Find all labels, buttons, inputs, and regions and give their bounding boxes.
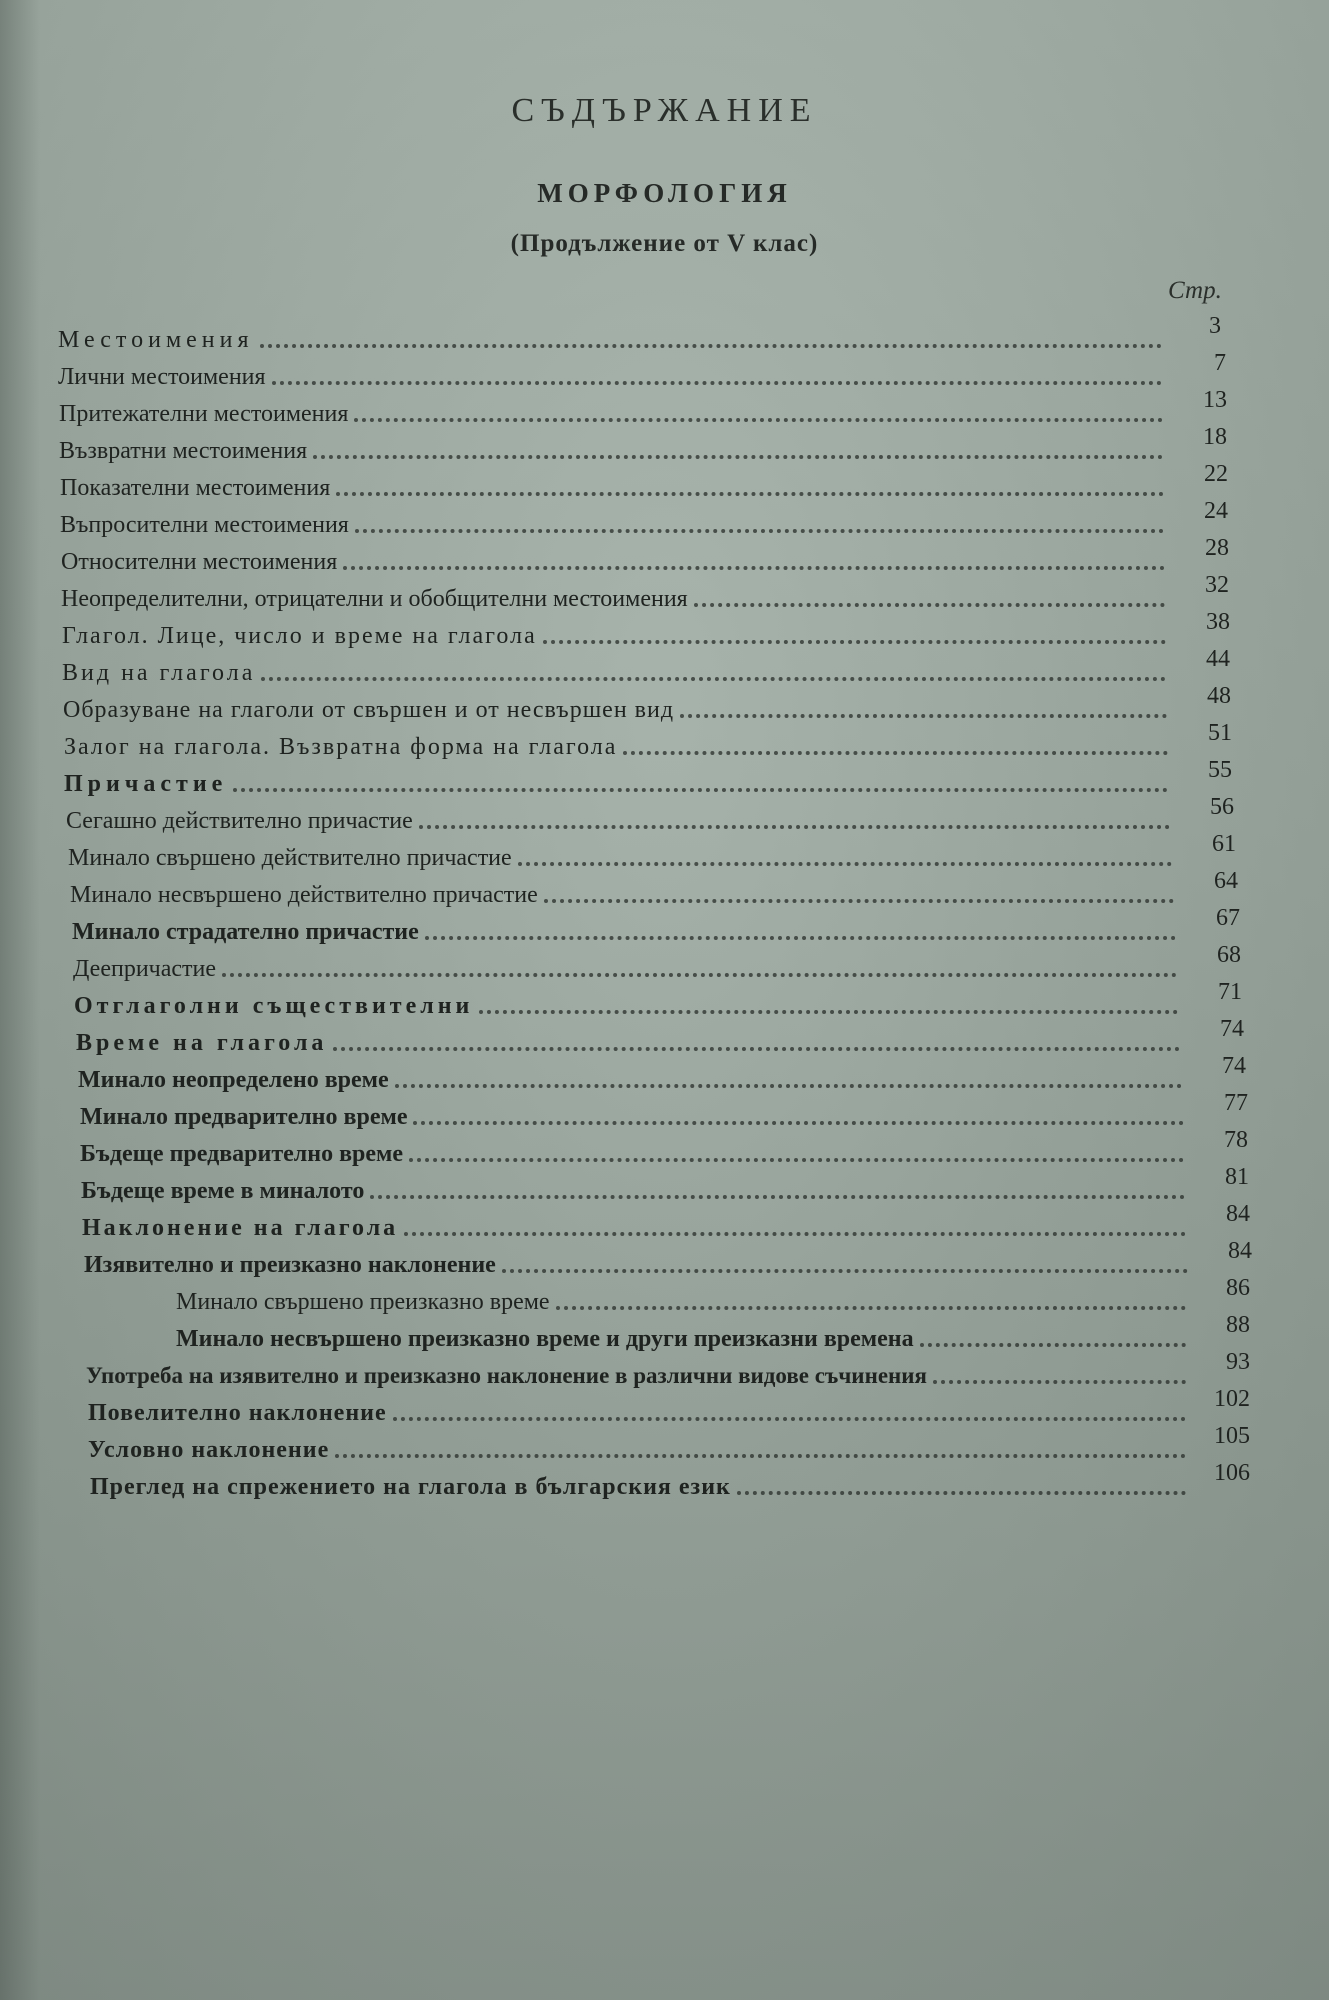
toc-entry-page: 48: [1207, 683, 1231, 709]
toc-entry-title: Минало несвършено действително причастие: [70, 882, 538, 908]
toc-dot-leader: [694, 603, 1165, 607]
continuation-note: (Продължение от V клас): [510, 230, 819, 257]
toc-entry-title: Въпросителни местоимения: [60, 512, 349, 538]
toc-entry: [72, 905, 1240, 947]
toc-entry: [82, 1201, 1250, 1243]
toc-dot-leader: [680, 714, 1167, 718]
toc-entry-title: Време на глагола: [76, 1030, 328, 1056]
toc-entry: [58, 313, 1226, 355]
toc-dot-leader: [393, 1417, 1186, 1421]
toc-entry-page: 74: [1222, 1053, 1246, 1079]
toc-dot-leader: [222, 973, 1177, 977]
toc-entry-page: 77: [1224, 1090, 1248, 1116]
toc-entry-title: Изявително и преизказно наклонение: [84, 1252, 496, 1278]
toc-dot-leader: [737, 1491, 1186, 1495]
toc-dot-leader: [336, 492, 1164, 496]
toc-entry-page: 67: [1216, 905, 1240, 931]
toc-entry-title: Минало страдателно причастие: [72, 919, 419, 945]
toc-entry-page: 22: [1204, 461, 1228, 487]
toc-entry: [62, 646, 1230, 688]
toc-entry-title: Бъдеще време в миналото: [81, 1178, 365, 1204]
toc-entry-page: 86: [1226, 1275, 1250, 1301]
toc-dot-leader: [556, 1306, 1186, 1310]
toc-entry-page: 106: [1214, 1460, 1250, 1486]
toc-entry: [74, 979, 1242, 1021]
toc-dot-leader: [544, 899, 1174, 903]
toc-entry: [59, 424, 1227, 466]
toc-entry: [76, 1016, 1244, 1058]
toc-dot-leader: [233, 788, 1168, 792]
toc-entry-title: Деепричастие: [73, 956, 217, 982]
toc-dot-leader: [260, 344, 1162, 348]
toc-entry-page: 28: [1205, 535, 1229, 561]
toc-entry-title: Минало неопределено време: [78, 1067, 389, 1093]
contents-title: СЪДЪРЖАНИЕ: [511, 92, 818, 129]
toc-entry-page: 78: [1224, 1127, 1248, 1153]
toc-entry: [58, 350, 1226, 392]
toc-entry-title: Минало свършено преизказно време: [176, 1289, 550, 1315]
toc-entry-title: Лични местоимения: [58, 364, 266, 390]
toc-dot-leader: [920, 1343, 1186, 1347]
toc-entry-page: 102: [1214, 1386, 1250, 1412]
toc-entry: [60, 498, 1228, 540]
toc-entry: [66, 794, 1234, 836]
toc-entry: [80, 1090, 1248, 1132]
toc-entry: [61, 535, 1229, 577]
toc-entry-page: 93: [1226, 1349, 1250, 1375]
toc-dot-leader: [543, 640, 1166, 644]
page-spine-shadow: [0, 0, 40, 2000]
toc-entry: [70, 868, 1238, 910]
toc-dot-leader: [404, 1232, 1186, 1236]
toc-dot-leader: [425, 936, 1176, 940]
toc-dot-leader: [623, 751, 1168, 755]
toc-dot-leader: [502, 1269, 1188, 1273]
toc-entry-title: Сегашно действително причастие: [66, 808, 413, 834]
toc-entry: [61, 572, 1229, 614]
toc-entry-page: 3: [1209, 313, 1226, 339]
toc-entry-title: Причастие: [64, 771, 228, 797]
toc-entry-title: Възвратни местоимения: [59, 438, 308, 464]
toc-dot-leader: [419, 825, 1170, 829]
toc-entry: [78, 1053, 1246, 1095]
toc-entry-page: 38: [1206, 609, 1230, 635]
toc-entry-title: Притежателни местоимения: [59, 401, 349, 427]
toc-dot-leader: [409, 1158, 1184, 1162]
toc-dot-leader: [272, 381, 1162, 385]
toc-entry-page: 7: [1214, 350, 1226, 376]
toc-entry-page: 61: [1212, 831, 1236, 857]
toc-dot-leader: [343, 566, 1165, 570]
toc-entry-page: 84: [1226, 1201, 1250, 1227]
toc-entry-title: Употреба на изявително и преизказно наклонение в различни видове съчинения: [86, 1363, 927, 1388]
toc-entry-title: Образуване на глаголи от свършен и от несвършен вид: [63, 697, 675, 723]
page-column-label: Стр.: [1168, 277, 1222, 304]
toc-entry-title: Бъдеще предварително време: [80, 1141, 404, 1167]
toc-entry: [84, 1238, 1252, 1280]
toc-entry-page: 18: [1203, 424, 1227, 450]
toc-dot-leader: [933, 1380, 1186, 1384]
toc-entry: [176, 1275, 1250, 1317]
toc-entry-page: 32: [1205, 572, 1229, 598]
toc-entry-page: 105: [1214, 1423, 1250, 1449]
toc-entry-title: Отглаголни съществителни: [74, 993, 474, 1019]
toc-entry-title: Минало свършено действително причастие: [68, 845, 512, 871]
toc-entry-title: Глагол. Лице, число и време на глагола: [62, 623, 537, 649]
toc-dot-leader: [395, 1084, 1182, 1088]
toc-entry: [62, 609, 1230, 651]
toc-entry: [73, 942, 1241, 984]
toc-entry-title: Повелително наклонение: [88, 1400, 387, 1426]
toc-entry-page: 71: [1218, 979, 1242, 1005]
toc-entry: [68, 831, 1236, 873]
toc-entry: [63, 683, 1231, 725]
toc-entry: [90, 1460, 1250, 1502]
toc-entry-title: Условно наклонение: [88, 1437, 330, 1463]
toc-entry-title: Местоимения: [58, 327, 254, 353]
toc-entry-page: 74: [1220, 1016, 1244, 1042]
toc-entry: [60, 461, 1228, 503]
toc-entry-page: 44: [1206, 646, 1230, 672]
toc-entry-title: Относителни местоимения: [61, 549, 338, 575]
toc-dot-leader: [518, 862, 1172, 866]
toc-entry-page: 64: [1214, 868, 1238, 894]
toc-entry-page: 81: [1225, 1164, 1249, 1190]
toc-entry-title: Минало несвършено преизказно време и други преизказни времена: [176, 1326, 914, 1352]
toc-entry-title: Минало предварително време: [80, 1104, 408, 1130]
toc-entry-title: Наклонение на глагола: [82, 1215, 399, 1241]
toc-entry-page: 56: [1210, 794, 1234, 820]
toc-entry-title: Вид на глагола: [62, 660, 256, 686]
toc-entry-title: Неопределителни, отрицателни и обобщителни местоимения: [61, 586, 688, 612]
toc-dot-leader: [354, 418, 1163, 422]
toc-entry: [88, 1423, 1250, 1465]
section-heading: МОРФОЛОГИЯ: [537, 178, 792, 208]
toc-dot-leader: [261, 677, 1166, 681]
toc-entry-title: Залог на глагола. Възвратна форма на глагола: [64, 734, 618, 760]
toc-entry-page: 24: [1204, 498, 1228, 524]
toc-entry-page: 13: [1203, 387, 1227, 413]
toc-entry: [86, 1349, 1250, 1391]
toc-entry-title: Показателни местоимения: [60, 475, 331, 501]
toc-entry: [64, 757, 1232, 799]
toc-entry-page: 55: [1208, 757, 1232, 783]
toc-entry: [64, 720, 1232, 762]
toc-entry-page: 84: [1228, 1238, 1252, 1264]
toc-entry: [80, 1127, 1248, 1169]
toc-dot-leader: [313, 455, 1163, 459]
toc-entry-title: Преглед на спрежението на глагола в българския език: [90, 1474, 731, 1500]
toc-entry-page: 88: [1226, 1312, 1250, 1338]
toc-dot-leader: [335, 1454, 1186, 1458]
toc-dot-leader: [370, 1195, 1185, 1199]
toc-entry: [88, 1386, 1250, 1428]
toc-dot-leader: [479, 1010, 1178, 1014]
toc-entry: [59, 387, 1227, 429]
toc-entry-page: 68: [1217, 942, 1241, 968]
toc-dot-leader: [355, 529, 1164, 533]
toc-dot-leader: [413, 1121, 1184, 1125]
toc-entry-page: 51: [1208, 720, 1232, 746]
toc-dot-leader: [333, 1047, 1180, 1051]
toc-entry: [176, 1312, 1250, 1354]
toc-entry: [81, 1164, 1249, 1206]
